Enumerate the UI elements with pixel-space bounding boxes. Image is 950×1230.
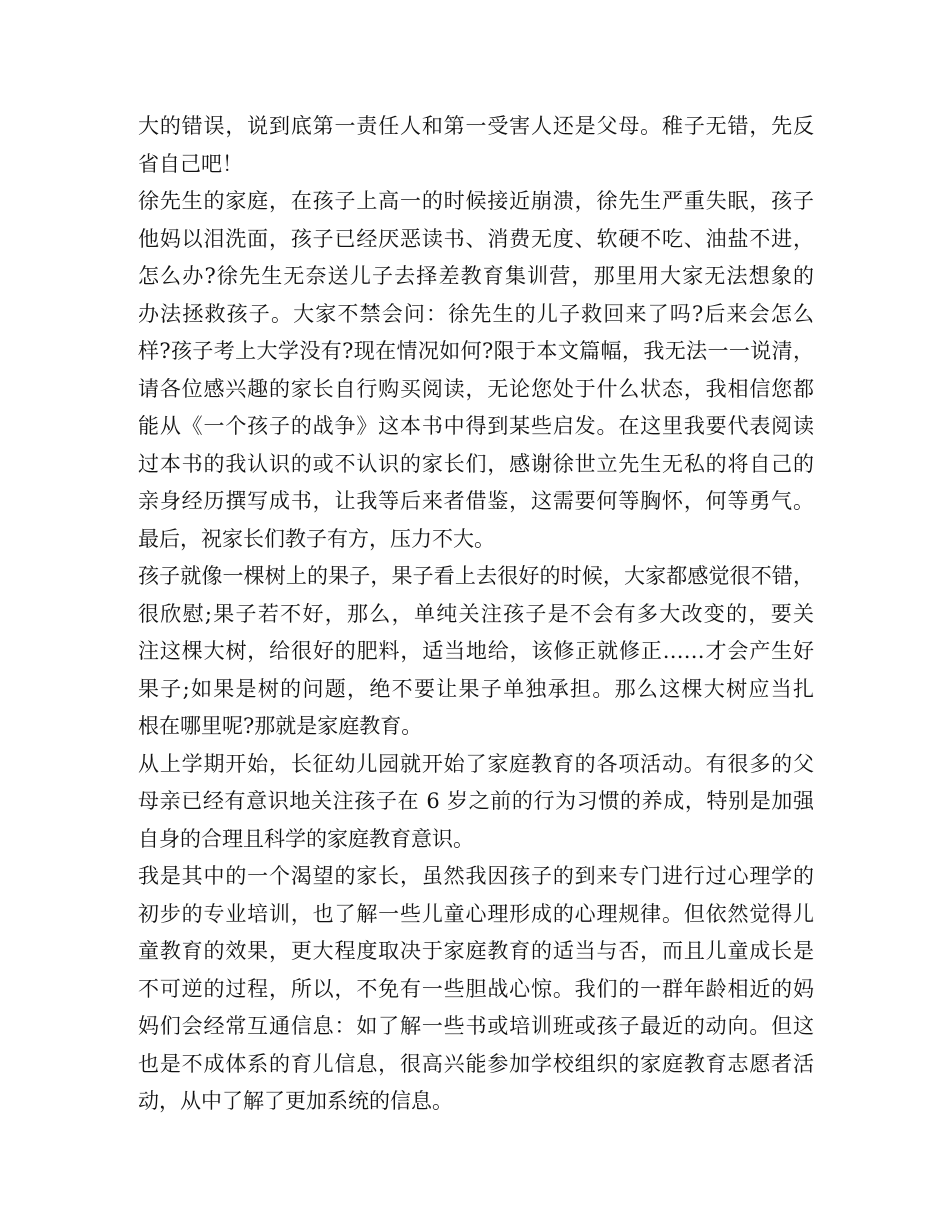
text-line: 果子;如果是树的问题，绝不要让果子单独承担。那么这棵大树应当扎 (138, 676, 814, 701)
text-line: 自身的合理且科学的家庭教育意识。 (138, 826, 474, 851)
text-line: 从上学期开始，长征幼儿园就开始了家庭教育的各项活动。有很多的父 (138, 751, 814, 776)
text-line: 不可逆的过程，所以，不免有一些胆战心惊。我们的一群年龄相近的妈 (138, 976, 814, 1001)
text-line: 他妈以泪洗面，孩子已经厌恶读书、消费无度、软硬不吃、油盐不进， (138, 226, 814, 251)
text-line: 根在哪里呢?那就是家庭教育。 (138, 714, 423, 738)
text-line: 注这棵大树，给很好的肥料，适当地给，该修正就修正……才会产生好 (138, 639, 814, 663)
text-line: 我是其中的一个渴望的家长，虽然我因孩子的到来专门进行过心理学的 (138, 864, 814, 888)
text-line: 动，从中了解了更加系统的信息。 (138, 1089, 453, 1113)
text-line: 办法拯救孩子。大家不禁会问：徐先生的儿子救回来了吗?后来会怎么 (138, 301, 814, 326)
text-line: 妈们会经常互通信息：如了解一些书或培训班或孩子最近的动向。但这 (138, 1014, 814, 1038)
text-line: 样?孩子考上大学没有?现在情况如何?限于本文篇幅，我无法一一说清， (138, 339, 814, 363)
document-body (138, 108, 814, 1121)
text-line: 母亲已经有意识地关注孩子在 6 岁之前的行为习惯的养成，特别是加强 (138, 789, 814, 813)
text-line: 也是不成体系的育儿信息，很高兴能参加学校组织的家庭教育志愿者活 (138, 1051, 814, 1076)
text-line: 孩子就像一棵树上的果子，果子看上去很好的时候，大家都感觉很不错， (138, 564, 814, 588)
text-line: 大的错误，说到底第一责任人和第一受害人还是父母。稚子无错，先反 (138, 114, 814, 138)
text-line: 亲身经历撰写成书，让我等后来者借鉴，这需要何等胸怀，何等勇气。 (138, 489, 814, 513)
text-line: 徐先生的家庭，在孩子上高一的时候接近崩溃，徐先生严重失眠，孩子 (138, 189, 814, 213)
text-line: 能从《一个孩子的战争》这本书中得到某些启发。在这里我要代表阅读 (138, 414, 814, 438)
text-line: 初步的专业培训，也了解一些儿童心理形成的心理规律。但依然觉得儿 (138, 901, 814, 926)
text-line: 怎么办?徐先生无奈送儿子去择差教育集训营，那里用大家无法想象的 (138, 264, 814, 288)
text-line: 省自己吧！ (138, 151, 243, 176)
text-line: 最后，祝家长们教子有方，压力不大。 (138, 526, 495, 551)
text-line: 很欣慰;果子若不好，那么，单纯关注孩子是不会有多大改变的，要关 (138, 601, 814, 626)
text-line: 过本书的我认识的或不认识的家长们，感谢徐世立先生无私的将自己的 (138, 451, 814, 476)
text-line: 童教育的效果，更大程度取决于家庭教育的适当与否，而且儿童成长是 (138, 939, 814, 963)
text-line: 请各位感兴趣的家长自行购买阅读，无论您处于什么状态，我相信您都 (138, 376, 814, 401)
